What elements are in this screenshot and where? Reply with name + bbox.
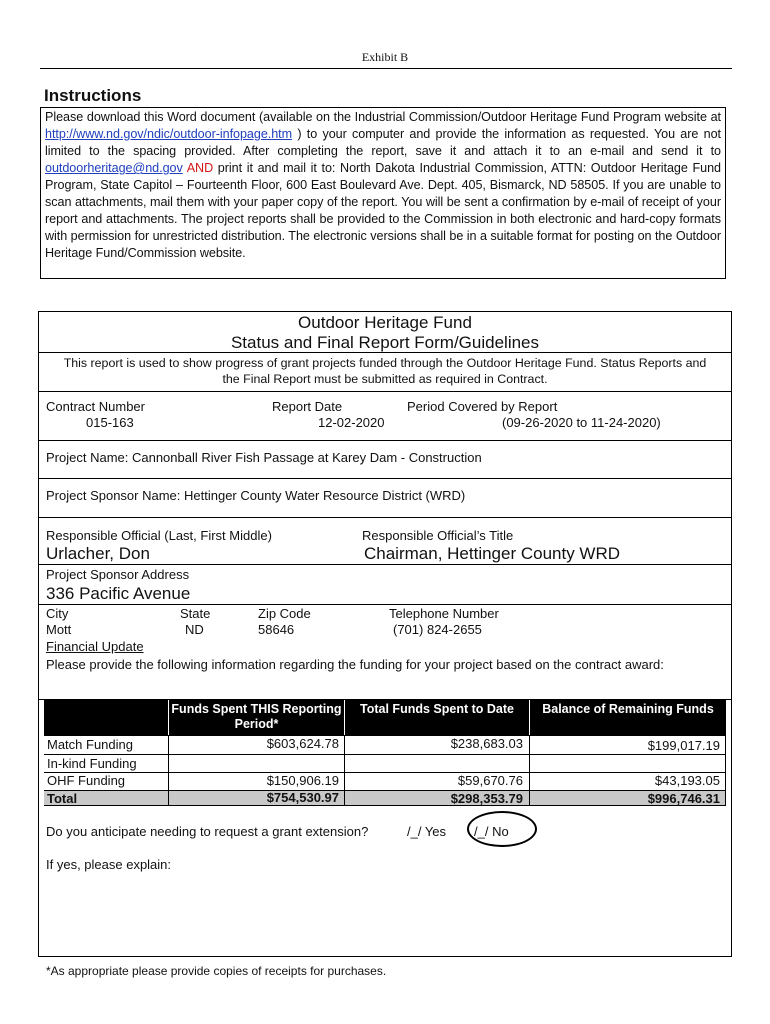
state-value: ND (185, 622, 204, 637)
table-line (44, 754, 726, 755)
extension-yes-option[interactable]: /_/ Yes (407, 824, 447, 839)
divider (38, 478, 732, 479)
instructions-text-3: print it and mail it to: North Dakota Industrial Commission, ATTN: Outdoor Heritage Fund Program, State Capitol – Fourteenth Floor, 600 East Boulevard Ave. Dept. 405, Bismarck, ND 58505. If you are unable to scan attachments, mail them with your paper copy of the report. You will be sent a confirmation by e-mail of receipt of your report and attachments. The project reports shall be provided to the Commission in both electronic and hard-copy formats with permission for unrestricted distribution. The electronic versions shall be in a suitable format for posting on the Outdoor Heritage Fund/Commission website. (45, 161, 721, 260)
instructions-text-2: ) to your computer and provide the information as requested. You are not limited to the spacing provided. After completing the report, save it and attach it to an e-mail and send it to (45, 127, 721, 158)
ohf-balance: $43,193.05 (654, 773, 720, 788)
divider (38, 564, 732, 565)
row-label-ohf: OHF Funding (47, 773, 126, 788)
extension-no-option[interactable]: /_/ No (474, 824, 509, 839)
telephone-value: (701) 824-2655 (393, 622, 482, 637)
total-balance: $996,746.31 (647, 791, 720, 806)
row-label-match: Match Funding (47, 737, 133, 752)
zip-code-label: Zip Code (258, 606, 311, 621)
divider (38, 391, 732, 392)
financial-update-intro: Please provide the following information regarding the funding for your project based on the contract award: (46, 657, 664, 672)
email-link[interactable]: outdoorheritage@nd.gov (45, 161, 183, 175)
financial-table (44, 699, 726, 809)
zip-code-value: 58646 (258, 622, 295, 637)
divider (38, 352, 732, 353)
ohf-to-date: $59,670.76 (457, 773, 523, 788)
table-line (725, 735, 726, 805)
instructions-box (40, 107, 726, 279)
financial-update-heading: Financial Update (46, 639, 144, 654)
no-selection-circle (467, 811, 537, 847)
period-value: (09-26-2020 to 11-24-2020) (502, 415, 661, 430)
receipts-footnote: *As appropriate please provide copies of receipts for purchases. (46, 964, 387, 978)
header-corner (44, 699, 168, 735)
report-date-label: Report Date (272, 399, 343, 414)
city-value: Mott (46, 622, 72, 637)
match-balance: $199,017.19 (647, 738, 720, 753)
official-title-label: Responsible Official’s Title (362, 528, 514, 543)
form-title: Outdoor Heritage Fund (298, 313, 472, 332)
header-total-spent: Total Funds Spent to Date (345, 699, 529, 735)
telephone-label: Telephone Number (389, 606, 499, 621)
official-title-value: Chairman, Hettinger County WRD (364, 544, 621, 563)
header-rule (40, 68, 732, 69)
header-spent-this-period: Funds Spent THIS Reporting Period* (169, 699, 344, 735)
header-balance: Balance of Remaining Funds (530, 699, 726, 735)
and-emphasis: AND (182, 161, 214, 175)
ohf-this-period: $150,906.19 (266, 773, 339, 788)
sponsor-address-value: 336 Pacific Avenue (46, 584, 191, 603)
total-to-date: $298,353.79 (450, 791, 523, 806)
match-to-date: $238,683.03 (450, 736, 523, 751)
city-label: City (46, 606, 69, 621)
project-name: Project Name: Cannonball River Fish Passage at Karey Dam - Construction (46, 450, 482, 465)
project-sponsor-name: Project Sponsor Name: Hettinger County Water Resource District (WRD) (46, 488, 466, 503)
program-website-link[interactable]: http://www.nd.gov/ndic/outdoor-infopage.htm (45, 127, 293, 141)
form-description: This report is used to show progress of grant projects funded through the Outdoor Heritage Fund. Status Reports and the Final Report must be submitted as required in Contract. (63, 356, 707, 386)
report-date-value: 12-02-2020 (318, 415, 385, 430)
contract-number-label: Contract Number (46, 399, 145, 414)
responsible-official-value: Urlacher, Don (46, 544, 150, 563)
contract-number-value: 015-163 (86, 415, 134, 430)
responsible-official-label: Responsible Official (Last, First Middle) (46, 528, 272, 543)
form-subtitle: Status and Final Report Form/Guidelines (230, 333, 540, 352)
sponsor-address-label: Project Sponsor Address (46, 567, 190, 582)
match-this-period: $603,624.78 (266, 736, 339, 751)
extension-question: Do you anticipate needing to request a grant extension? (46, 824, 369, 839)
state-label: State (180, 606, 211, 621)
divider (38, 517, 732, 518)
divider (38, 604, 732, 605)
instructions-text-1: Please download this Word document (available on the Industrial Commission/Outdoor Heritage Fund Program website at (45, 110, 721, 124)
explain-label: If yes, please explain: (46, 857, 172, 872)
divider (38, 440, 732, 441)
period-label: Period Covered by Report (407, 399, 558, 414)
instructions-title: Instructions (44, 86, 142, 105)
row-label-inkind: In-kind Funding (47, 756, 137, 771)
exhibit-label: Exhibit B (361, 50, 409, 64)
row-label-total: Total (47, 791, 78, 806)
total-this-period: $754,530.97 (266, 790, 339, 805)
